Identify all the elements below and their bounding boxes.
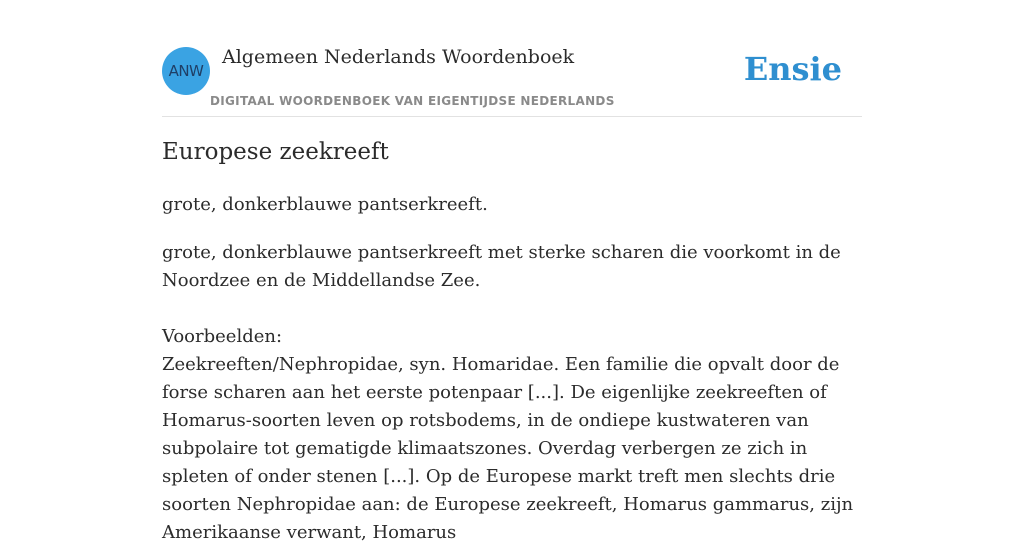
example-text: Zeekreeften/Nephropidae, syn. Homaridae. Een familie die opvalt door de forse scharen aan het eerste potenpaar [...]. De eigenlijke zeekreeften of Homarus-soorten leven op rotsbodems, in de ondiepe kustwateren van subpolaire tot gematigde klimaatszones. Overdag verbergen ze zich in spleten of onder stenen [...]. Op de Europese markt treft men slechts drie soorten Nephropidae aan: de Europese zeekreeft, Homarus gammarus, zijn Amerikaanse verwant, Homarus (162, 354, 854, 543)
examples-label: Voorbeelden: (162, 326, 283, 347)
long-definition-block (162, 239, 862, 547)
ensie-brand-logo[interactable]: Ensie (743, 50, 842, 88)
site-subtitle: DIGITAAL WOORDENBOEK VAN EIGENTIJDSE NEDERLANDS (210, 94, 615, 108)
paragraph-spacer (162, 295, 862, 323)
site-title[interactable]: Algemeen Nederlands Woordenboek (222, 46, 575, 68)
short-definition: grote, donkerblauwe pantserkreeft. (162, 194, 488, 215)
long-definition: grote, donkerblauwe pantserkreeft met sterke scharen die voorkomt in de Noordzee en de Middellandse Zee. (162, 242, 841, 291)
headword: Europese zeekreeft (162, 139, 389, 165)
site-header (162, 40, 862, 117)
anw-logo[interactable]: ANW (162, 47, 210, 95)
